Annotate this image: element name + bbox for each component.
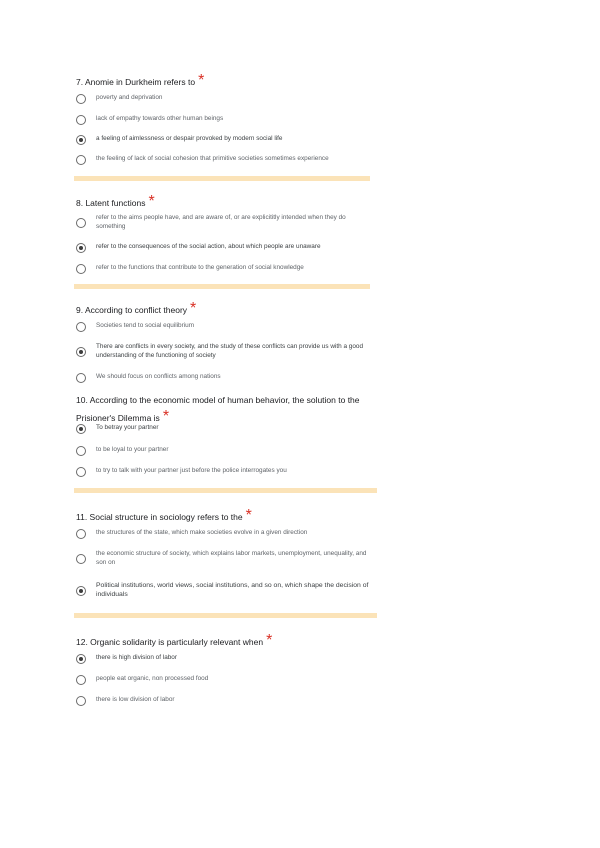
radio-unchecked-icon[interactable]	[76, 675, 86, 685]
radio-unchecked-icon[interactable]	[76, 696, 86, 706]
question-7	[76, 72, 376, 90]
option-label: Societies tend to social equilibrium	[96, 322, 195, 329]
required-marker: *	[198, 72, 205, 89]
question-10	[76, 390, 366, 426]
radio-unchecked-icon[interactable]	[76, 322, 86, 332]
question-title: 12. Organic solidarity is particularly relevant when	[76, 637, 264, 647]
option-label: there is low division of labor	[96, 696, 175, 703]
radio-unchecked-icon[interactable]	[76, 94, 86, 104]
option-label: lack of empathy towards other human beings	[96, 115, 224, 122]
option-radio[interactable]	[76, 674, 376, 685]
required-marker: *	[245, 507, 252, 524]
radio-unchecked-icon[interactable]	[76, 264, 86, 274]
radio-unchecked-icon[interactable]	[76, 218, 86, 228]
required-marker: *	[266, 632, 273, 649]
option-radio[interactable]	[76, 581, 376, 599]
question-12	[76, 632, 376, 650]
question-8	[76, 193, 376, 211]
option-label: poverty and deprivation	[96, 94, 163, 101]
question-title: 10. According to the economic model of human behavior, the solution to the Prisioner's Dilemma is	[76, 395, 360, 423]
section-divider	[74, 176, 370, 181]
option-label: people eat organic, non processed food	[96, 675, 209, 682]
option-label: the economic structure of society, which explains labor markets, unemployment, unequality, and son on	[96, 550, 367, 566]
option-radio[interactable]	[76, 342, 376, 360]
radio-unchecked-icon[interactable]	[76, 529, 86, 539]
required-marker: *	[162, 408, 170, 425]
radio-unchecked-icon[interactable]	[76, 467, 86, 477]
radio-checked-icon[interactable]	[76, 135, 86, 145]
radio-unchecked-icon[interactable]	[76, 446, 86, 456]
option-radio[interactable]	[76, 423, 376, 434]
option-label: refer to the consequences of the social action, about which people are unaware	[96, 243, 321, 250]
option-radio[interactable]	[76, 154, 376, 165]
radio-unchecked-icon[interactable]	[76, 373, 86, 383]
option-radio[interactable]	[76, 466, 376, 477]
option-label: refer to the aims people have, and are aware of, or are explicititly intended when they do something	[96, 214, 346, 230]
option-radio[interactable]	[76, 93, 376, 104]
option-radio[interactable]	[76, 134, 376, 145]
option-radio[interactable]	[76, 695, 376, 706]
radio-checked-icon[interactable]	[76, 586, 86, 596]
option-label: Political institutions, world views, social institutions, and so on, which shape the decision of individuals	[96, 582, 369, 598]
section-divider	[74, 488, 377, 493]
option-label: to be loyal to your partner	[96, 446, 169, 453]
radio-checked-icon[interactable]	[76, 243, 86, 253]
question-title: 8. Latent functions	[76, 198, 146, 208]
question-9	[76, 300, 376, 318]
option-label: a feeling of aimlessness or despair provoked by modern social life	[96, 135, 283, 142]
question-11	[76, 507, 376, 525]
option-label: there is high division of labor	[96, 654, 177, 661]
radio-unchecked-icon[interactable]	[76, 554, 86, 564]
option-label: refer to the functions that contribute to the generation of social knowledge	[96, 264, 304, 271]
option-radio[interactable]	[76, 114, 376, 125]
question-title: 11. Social structure in sociology refers to the	[76, 512, 243, 522]
radio-checked-icon[interactable]	[76, 347, 86, 357]
option-label: the feeling of lack of social cohesion that primitive societies sometimes experience	[96, 155, 329, 162]
option-radio[interactable]	[76, 445, 376, 456]
section-divider	[74, 613, 377, 618]
option-radio[interactable]	[76, 528, 376, 539]
section-divider	[74, 284, 370, 289]
question-title: 9. According to conflict theory	[76, 305, 188, 315]
option-label: To betray your partner	[96, 424, 159, 431]
option-label: We should focus on conflicts among nations	[96, 373, 221, 380]
required-marker: *	[190, 300, 197, 317]
option-radio[interactable]	[76, 653, 376, 664]
option-label: There are conflicts in every society, and the study of these conflicts can provide us with a good understanding of the functioning of society	[96, 343, 364, 359]
option-label: the structures of the state, which make societies evolve in a given direction	[96, 529, 308, 536]
option-radio[interactable]	[76, 263, 376, 274]
option-radio[interactable]	[76, 242, 376, 253]
required-marker: *	[148, 193, 155, 210]
radio-checked-icon[interactable]	[76, 654, 86, 664]
option-radio[interactable]	[76, 213, 376, 231]
option-label: to try to talk with your partner just before the police interrogates you	[96, 467, 287, 474]
option-radio[interactable]	[76, 549, 376, 567]
radio-unchecked-icon[interactable]	[76, 115, 86, 125]
option-radio[interactable]	[76, 372, 376, 383]
radio-unchecked-icon[interactable]	[76, 155, 86, 165]
radio-checked-icon[interactable]	[76, 424, 86, 434]
question-title: 7. Anomie in Durkheim refers to	[76, 77, 196, 87]
option-radio[interactable]	[76, 321, 376, 332]
